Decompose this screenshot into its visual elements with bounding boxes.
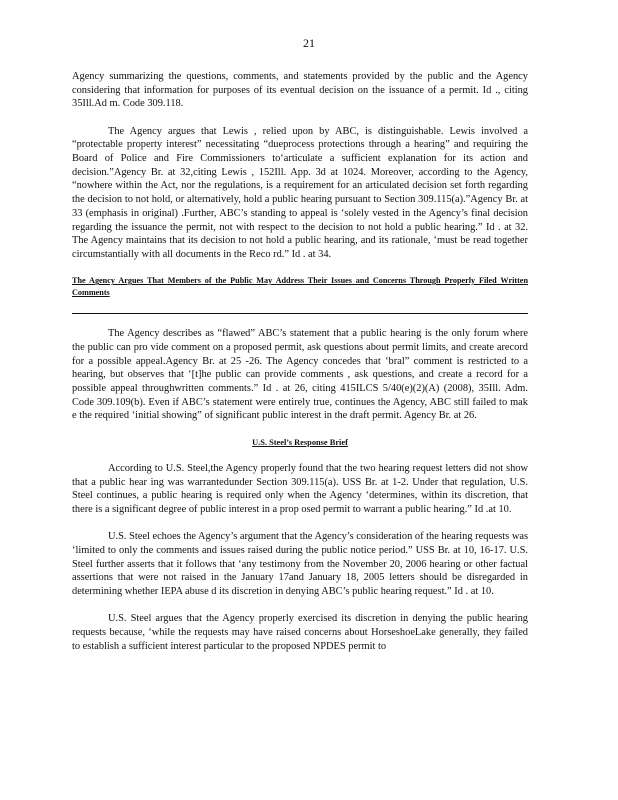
page-number: 21 [303, 36, 315, 50]
section-divider [72, 313, 528, 314]
paragraph-lewis-distinguishable: The Agency argues that Lewis , relied upon by ABC, is distinguishable. Lewis involved a “protectable property interest” necessitating “dueprocess protections through a hearing” and requiring the Board of Police and Fire Commissioners to‘articulate a sufficient explanation for its action and decision.”Agency Br. at 32,citing Lewis , 152Ill. App. 3d at 1024. Moreover, according to the Agency, “nowhere within the Act, nor the regulations, is a requirement for an articulated decision set forth regarding the decision to not hold, or alternatively, hold a public hearing pursuant to Section 309.115(a).”Agency Br. at 33 (emphasis in original) .Further, ABC’s standing to appeal is ‘solely vested in the Agency’s final decision regarding the issuance the permit, not with respect to the decision to not hold a public hearing.” Id . at 32. The Agency maintains that its decision to not hold a public hearing, and its rationale, ‘must be read together circumstantially with all documents in the Reco rd.” Id . at 34. [72, 125, 528, 260]
paragraph-us-steel-echoes: U.S. Steel echoes the Agency’s argument that the Agency’s consideration of the hearing requests was ‘limited to only the comments and issues raised during the public notice period.” USS Br. at 10, 16-17. U.S. Steel further asserts that it follows that ‘any testimony from the November 20, 2006 hearing or other factual assertions that were not raised in the January 17and January 18, 2005 letters should be disregarded in determining whether IEPA abuse d its discretion in denying ABC’s public hearing request.” Id . at 10. [72, 531, 528, 598]
paragraph-continued: Agency summarizing the questions, comments, and statements provided by the public and the Agency considering that information for purposes of its eventual decision on the issuance of a permit. Id ., citing 35Ill.Ad m. Code 309.118. [72, 71, 528, 110]
paragraph-us-steel-discretion: U.S. Steel argues that the Agency properly exercised its discretion in denying the public hearing requests because, ‘while the requests may have raised concerns about HorseshoeLake generally, they failed to establish a sufficient interest particular to the proposed NPDES permit to [72, 613, 528, 652]
section-heading-written-comments: The Agency Argues That Members of the Public May Address Their Issues and Concerns Through Properly Filed Written Comments [72, 276, 528, 298]
document-body [72, 70, 528, 667]
paragraph-agency-describes-flawed: The Agency describes as “flawed” ABC’s statement that a public hearing is the only forum where the public can pro vide comment on a proposed permit, ask questions about permit limits, and create arecord for a possible appeal.Agency Br. at 25 -26. The Agency concedes that ‘bral” comment is restricted to a hearing, but observes that ‘[t]he public can provide comments , ask questions, and create a record for a possible appeal throughwritten comments.” Id . at 26, citing 415ILCS 5/40(e)(2)(A) (2008), 35Ill. Adm. Code 309.109(b). Even if ABC’s statement were entirely true, continues the Agency, ABC still failed to mak e the required ‘initial showing” of significant public interest in the draft permit. Agency Br. at 26. [72, 328, 528, 422]
section-heading-us-steel-response: U.S. Steel’s Response Brief [252, 437, 348, 447]
paragraph-us-steel-hearing-requests: According to U.S. Steel,the Agency properly found that the two hearing request letters did not show that a public hear ing was warrantedunder Section 309.115(a). USS Br. at 1-2. Under that regulation, U.S. Steel continues, a public hearing is required only when the Agency ‘determines, within its discretion, that there is a significant degree of public interest in a prop osed permit to warrant a public hearing.” Id .at 10. [72, 463, 528, 516]
